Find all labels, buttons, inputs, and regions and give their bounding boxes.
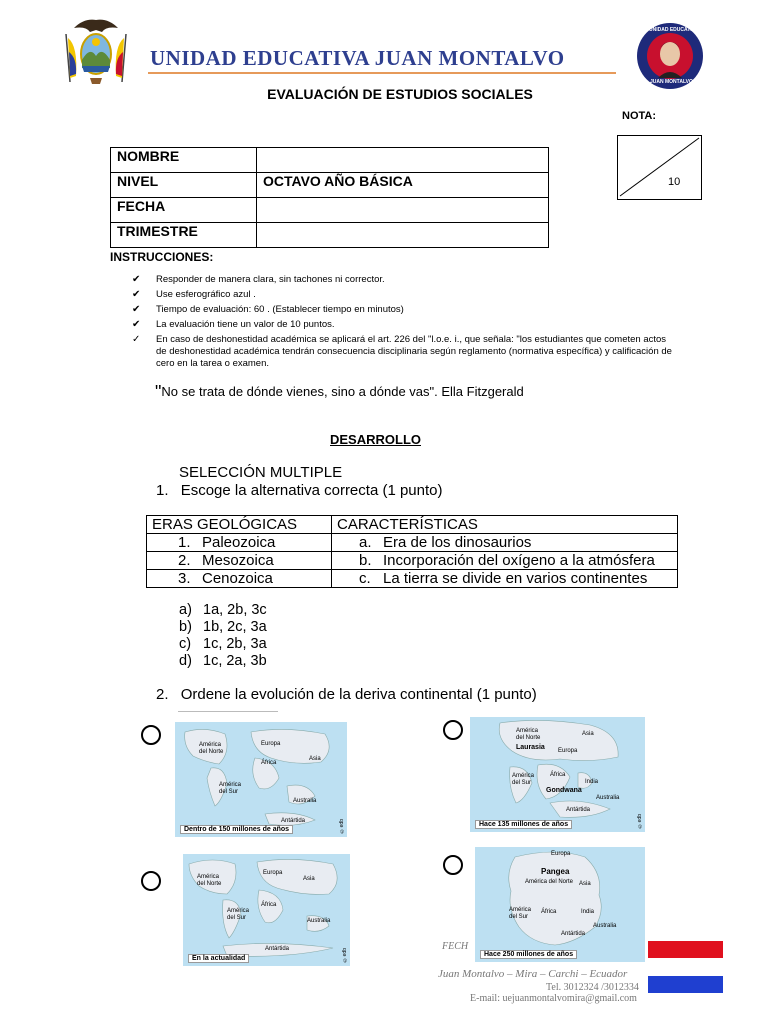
- seal-text-bottom: JUAN MONTALVO: [650, 79, 693, 85]
- characteristic-cell: c. La tierra se divide en varios continentes: [332, 570, 678, 588]
- grade-value: 10: [668, 176, 681, 188]
- flag-stripe-blue: [648, 976, 723, 993]
- list-item: [132, 272, 672, 287]
- table-row: [111, 198, 549, 223]
- answer-option[interactable]: c) 1c, 2b, 3a: [179, 636, 267, 652]
- map-past-135: [470, 717, 645, 832]
- map-label: América del Norte: [525, 879, 574, 885]
- instruction-text: Use esferográfico azul .: [156, 289, 256, 300]
- map-label: Australia: [293, 798, 317, 804]
- map-label: América del Norte: [516, 728, 541, 741]
- map-label: América del Sur: [227, 908, 250, 921]
- map-label: Antártida: [566, 807, 591, 813]
- question-number: 2.: [156, 686, 169, 703]
- map-credit: ©edb: [339, 818, 345, 833]
- map-label: Asia: [303, 876, 315, 882]
- map-label: Europa: [263, 870, 283, 876]
- instruction-text: En caso de deshonestidad académica se aplicará el art. 226 del "l.o.e. i., que señala: "los estudiantes que cometen actos de deshonestidad académica tendrán consecuencia disciplinaria según reglamento (normativa específica) y calificación de cero en la tarea o examen.: [156, 334, 672, 369]
- table-row: [147, 552, 678, 570]
- quote: "No se trata de dónde vienes, sino a dónde vas". Ella Fitzgerald: [155, 382, 524, 402]
- map-label: América del Norte: [199, 742, 224, 755]
- map-label: África: [541, 909, 557, 915]
- exam-title: EVALUACIÓN DE ESTUDIOS SOCIALES: [267, 86, 533, 102]
- list-item: [132, 302, 672, 317]
- map-label: Europa: [551, 851, 571, 857]
- map-label: América del Sur: [509, 907, 532, 920]
- coat-of-arms-logo: [60, 16, 132, 88]
- map-caption: Hace 135 millones de años: [475, 820, 572, 829]
- era-cell: 1. Paleozoica: [147, 534, 332, 552]
- flag-stripe-red: [648, 941, 723, 958]
- question-1: [156, 482, 443, 499]
- map-label: Europa: [558, 748, 578, 754]
- list-item: [132, 287, 672, 302]
- era-cell: 3. Cenozoica: [147, 570, 332, 588]
- info-value[interactable]: [257, 198, 549, 223]
- instructions-title: INSTRUCCIONES:: [110, 250, 214, 264]
- check-icon: ✔: [132, 274, 141, 285]
- map-credit: ©edb: [342, 947, 348, 962]
- map-label: Asia: [309, 756, 321, 762]
- eras-table: [146, 515, 678, 588]
- table-row: [147, 570, 678, 588]
- characteristic-cell: b. Incorporación del oxígeno a la atmósfera: [332, 552, 678, 570]
- footer-address: Juan Montalvo – Mira – Carchi – Ecuador: [438, 968, 628, 980]
- info-label: TRIMESTRE: [111, 223, 257, 248]
- info-value[interactable]: [257, 148, 549, 173]
- map-caption: En la actualidad: [188, 954, 249, 963]
- table-header-row: [147, 516, 678, 534]
- table-row: [111, 173, 549, 198]
- map-label: Antártida: [561, 931, 586, 937]
- map-credit: ©edb: [637, 813, 643, 828]
- map-label: Antártida: [265, 946, 290, 952]
- map-label: Australia: [593, 923, 617, 929]
- student-info-table: [110, 147, 549, 248]
- map-label: África: [550, 772, 566, 778]
- map-label: Australia: [307, 918, 331, 924]
- characteristic-cell: a. Era de los dinosaurios: [332, 534, 678, 552]
- table-row: [111, 148, 549, 173]
- selection-heading: SELECCIÓN MULTIPLE: [179, 464, 343, 481]
- question-2: [156, 686, 537, 703]
- info-label: FECHA: [111, 198, 257, 223]
- question-number: 1.: [156, 482, 169, 499]
- instruction-text: Responder de manera clara, sin tachones ni corrector.: [156, 274, 385, 285]
- map-caption: Dentro de 150 millones de años: [180, 825, 293, 834]
- map-label: Laurasia: [516, 744, 545, 751]
- map-label: Asia: [579, 881, 591, 887]
- map-future-150: [175, 722, 347, 837]
- table-row: [147, 534, 678, 552]
- map-label: Europa: [261, 741, 281, 747]
- footer-email: E-mail: uejuanmontalvomira@gmail.com: [470, 993, 637, 1004]
- instruction-text: La evaluación tiene un valor de 10 puntos.: [156, 319, 335, 330]
- map-label: África: [261, 902, 277, 908]
- map-label: India: [585, 779, 599, 785]
- answer-options: [179, 602, 267, 670]
- map-label: América del Sur: [219, 782, 242, 795]
- instruction-text: Tiempo de evaluación: 60 . (Establecer tiempo en minutos): [156, 304, 404, 315]
- map-label: África: [261, 760, 277, 766]
- answer-option[interactable]: b) 1b, 2c, 3a: [179, 619, 267, 635]
- map-label: Gondwana: [546, 787, 582, 794]
- seal-text-top: UNIDAD EDUCATIVA: [649, 27, 699, 33]
- answer-option[interactable]: d) 1c, 2a, 3b: [179, 653, 267, 669]
- grade-box: [617, 135, 702, 200]
- question-text: Escoge la alternativa correcta (1 punto): [180, 482, 443, 499]
- map-caption: Hace 250 millones de años: [480, 950, 577, 959]
- footer-phone: Tel. 3012324 /3012334: [546, 982, 639, 993]
- order-circle-3[interactable]: [141, 871, 161, 891]
- map-label: América del Sur: [512, 773, 535, 786]
- map-label: Pangea: [541, 867, 570, 876]
- order-circle-2[interactable]: [443, 720, 463, 740]
- answer-option[interactable]: a) 1a, 2b, 3c: [179, 602, 267, 618]
- title-divider: [148, 72, 616, 74]
- map-label: Antártida: [281, 818, 306, 824]
- school-name: UNIDAD EDUCATIVA JUAN MONTALVO: [150, 46, 565, 70]
- check-icon: ✔: [132, 289, 141, 300]
- map-past-250: [475, 847, 645, 962]
- map-label: India: [581, 909, 595, 915]
- check-icon: ✔: [132, 304, 141, 315]
- info-value[interactable]: [257, 223, 549, 248]
- table-row: [111, 223, 549, 248]
- column-header: CARACTERÍSTICAS: [332, 516, 678, 534]
- instructions-list: [132, 272, 672, 370]
- order-circle-4[interactable]: [443, 855, 463, 875]
- info-label: NOMBRE: [111, 148, 257, 173]
- question-text: Ordene la evolución de la deriva continental (1 punto): [180, 686, 537, 703]
- check-icon: ✓: [132, 334, 141, 345]
- list-item: [132, 317, 672, 332]
- info-value[interactable]: OCTAVO AÑO BÁSICA: [257, 173, 549, 198]
- era-cell: 2. Mesozoica: [147, 552, 332, 570]
- map-label: Australia: [596, 795, 620, 801]
- order-circle-1[interactable]: [141, 725, 161, 745]
- divider: [178, 711, 278, 712]
- section-title: DESARROLLO: [330, 432, 421, 447]
- quote-text: No se trata de dónde vienes, sino a dónde vas". Ella Fitzgerald: [161, 384, 524, 399]
- check-icon: ✔: [132, 319, 141, 330]
- list-item: [132, 334, 672, 370]
- nota-label: NOTA:: [622, 110, 657, 122]
- info-label: NIVEL: [111, 173, 257, 198]
- column-header: ERAS GEOLÓGICAS: [147, 516, 332, 534]
- map-present: [183, 854, 350, 966]
- map-label: América del Norte: [197, 874, 222, 887]
- footer-fech: FECH: [442, 941, 469, 952]
- school-seal-logo: [636, 22, 704, 90]
- map-label: Asia: [582, 731, 594, 737]
